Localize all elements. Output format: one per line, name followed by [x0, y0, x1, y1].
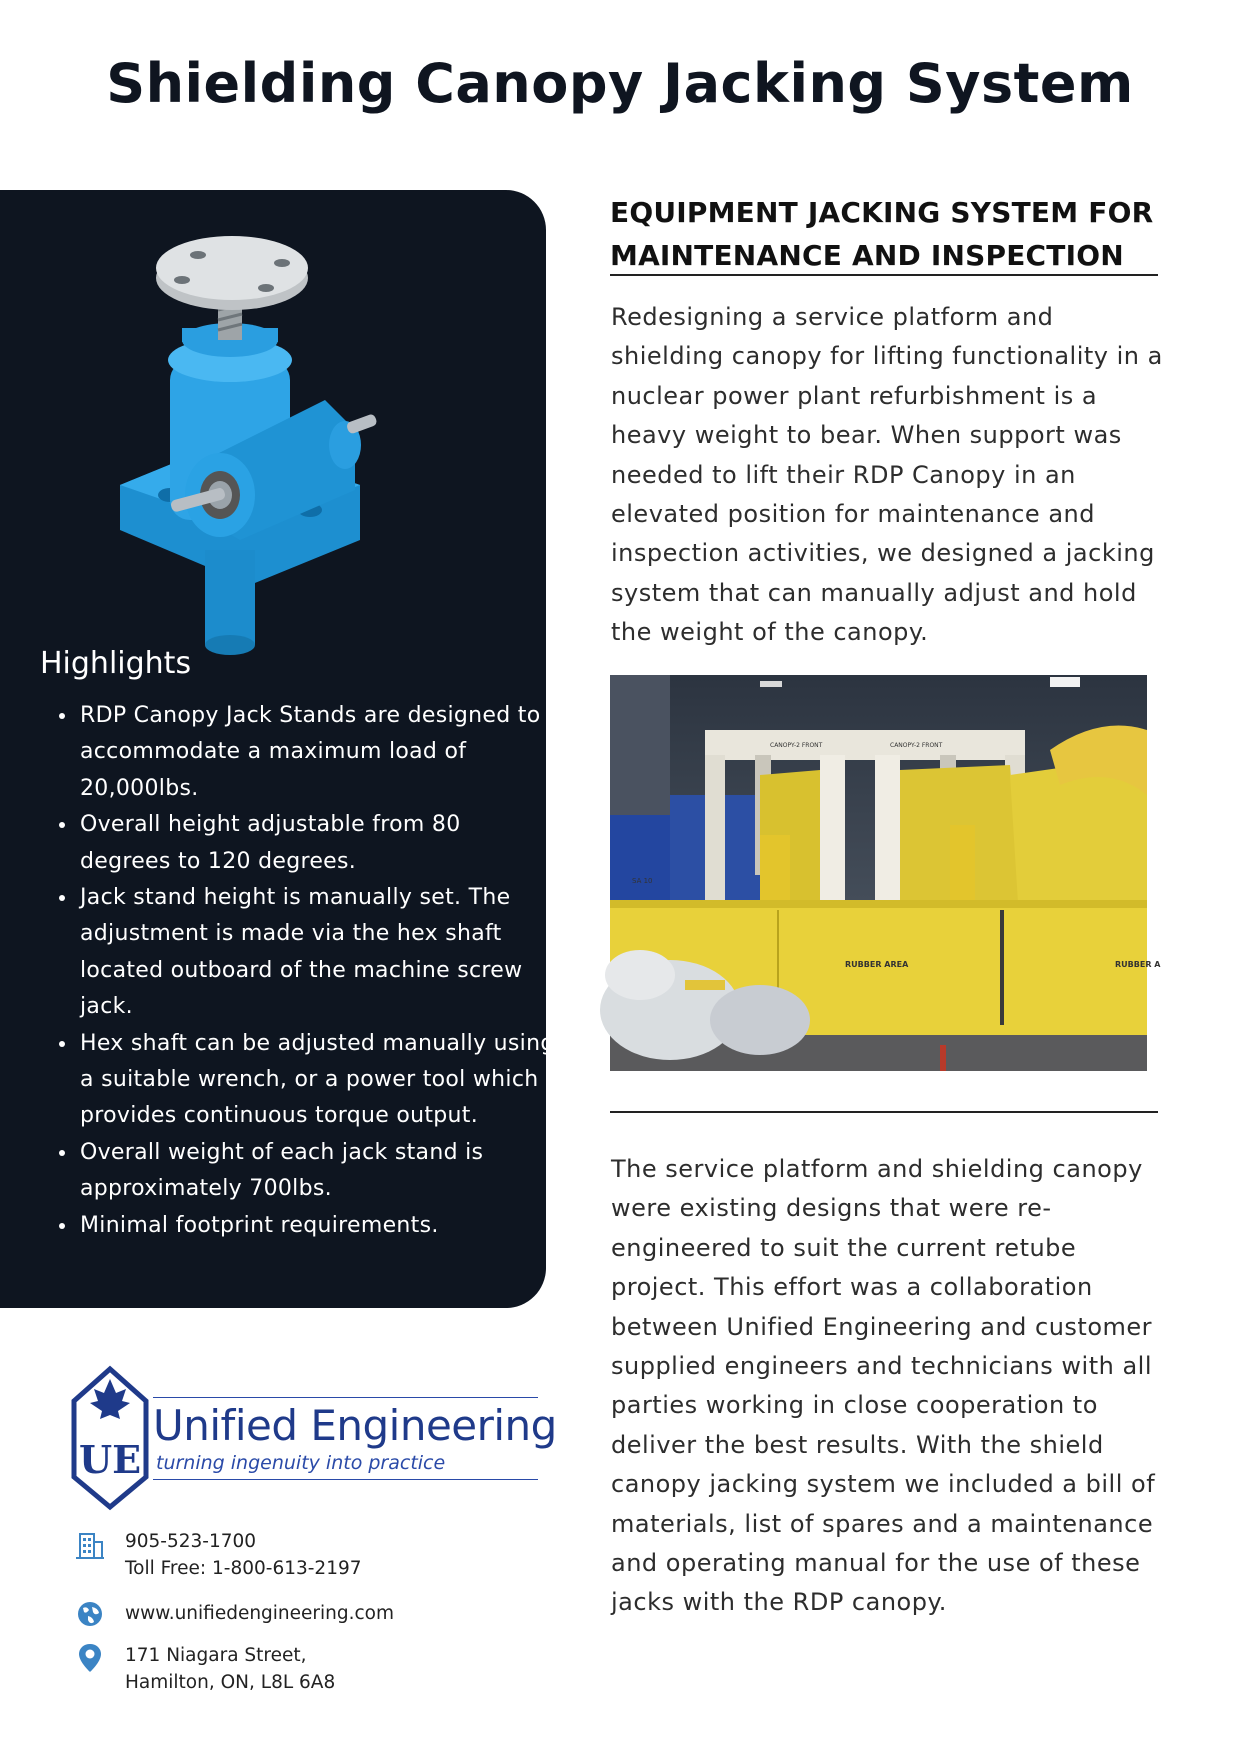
company-logo — [70, 1365, 557, 1510]
photo-pillar-label: SA 10 — [632, 877, 653, 885]
section-heading-line: EQUIPMENT JACKING SYSTEM FOR — [610, 196, 1154, 229]
highlights-list — [40, 698, 558, 1244]
list-item: • Hex shaft can be adjusted manually using a suitable wrench, or a power tool which provides continuous torque output. — [78, 1026, 558, 1135]
website-link[interactable]: www.unifiedengineering.com — [125, 1603, 395, 1624]
logo-rule — [153, 1397, 538, 1398]
list-item: • Minimal footprint requirements. — [78, 1208, 558, 1244]
globe-icon — [74, 1598, 106, 1630]
building-icon — [74, 1528, 106, 1560]
section-heading-line: MAINTENANCE AND INSPECTION — [610, 239, 1124, 272]
photo-sign-left: CANOPY-2 FRONT — [770, 742, 823, 749]
address-line: 171 Niagara Street, — [125, 1645, 307, 1666]
divider — [610, 1111, 1158, 1113]
photo-sign-right: CANOPY-2 FRONT — [890, 742, 943, 749]
toll-free-number[interactable]: Toll Free: 1-800-613-2197 — [125, 1558, 362, 1579]
body-paragraph: The service platform and shielding canopy were existing designs that were re-engineered to suit the current retube project. This effort was a collaboration between Unified Engineering and customer supplied engineers and technicians with all parties working in close cooperation to deliver the best results. With the shield canopy jacking system we included a bill of materials, list of spares and a maintenance and operating manual for the use of these jacks with the RDP canopy. — [611, 1155, 1156, 1617]
list-item: • Overall height adjustable from 80 degrees to 120 degrees. — [78, 807, 558, 880]
list-item: • Overall weight of each jack stand is approximately 700lbs. — [78, 1135, 558, 1208]
phone-number[interactable]: 905-523-1700 — [125, 1531, 257, 1552]
list-item: • Jack stand height is manually set. The adjustment is made via the hex shaft located outboard of the machine screw jack. — [78, 880, 558, 1026]
screw-jack-image — [110, 220, 430, 660]
divider — [610, 274, 1158, 276]
logo-emblem-icon — [70, 1365, 150, 1510]
section-heading — [610, 191, 1160, 277]
logo-name: Unified Engineering — [153, 1401, 557, 1450]
highlights-title: Highlights — [40, 646, 192, 681]
logo-rule — [153, 1479, 538, 1480]
address-line: Hamilton, ON, L8L 6A8 — [125, 1672, 336, 1693]
page-title: Shielding Canopy Jacking System — [106, 52, 1134, 115]
highlights-panel — [0, 190, 555, 1308]
photo-rubber-left: RUBBER AREA — [845, 960, 909, 969]
logo-tagline: turning ingenuity into practice — [156, 1452, 446, 1474]
map-pin-icon — [74, 1642, 106, 1674]
photo-rubber-right: RUBBER A — [1115, 960, 1161, 969]
intro-paragraph: Redesigning a service platform and shielding canopy for lifting functionality in a nuclear power plant refurbishment is a heavy weight to bear. When support was needed to lift their RDP Canopy in an elevated position for maintenance and inspection activities, we designed a jacking system that can manually adjust and hold the weight of the canopy. — [611, 303, 1163, 647]
canopy-photo — [610, 675, 1161, 1071]
logo-mark: UE — [78, 1437, 142, 1482]
list-item: • RDP Canopy Jack Stands are designed to accommodate a maximum load of 20,000lbs. — [78, 698, 558, 807]
